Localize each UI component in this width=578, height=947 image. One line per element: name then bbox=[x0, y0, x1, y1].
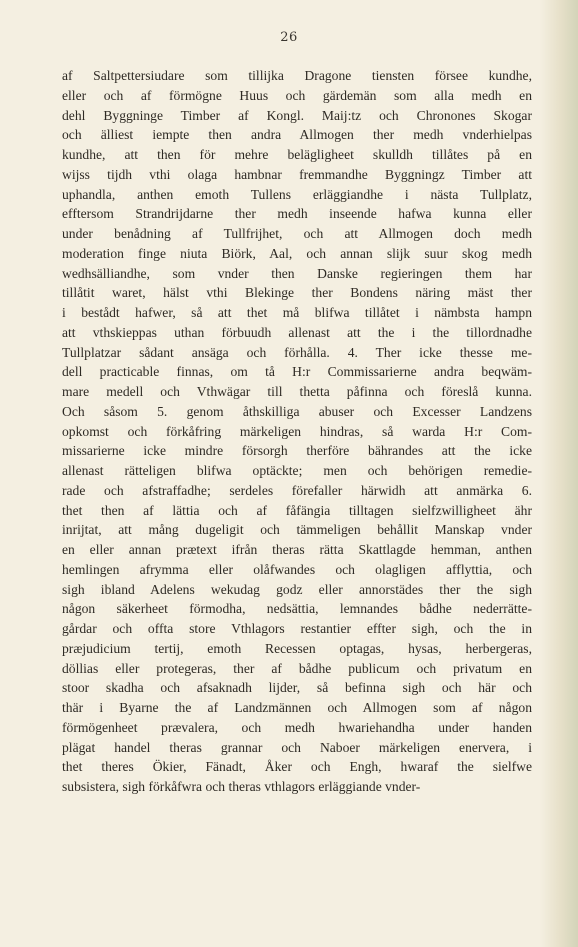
text-line: uphandla, anthen emoth Tullens erläggiandhe i nästa Tullplatz, bbox=[62, 186, 532, 202]
text-line: moderation finge niuta Biörk, Aal, och annan slijk suur skog medh bbox=[62, 245, 532, 261]
text-line: rade och afstraffadhe; serdeles förefaller härwidh att anmärka 6. bbox=[62, 482, 532, 498]
text-line: wijss tijdh vthi olaga hambnar fremmandhe Byggningz Timber att bbox=[62, 166, 532, 182]
text-line: thet theres Ökier, Fänadt, Åker och Engh, hwaraf the sielfwe bbox=[62, 759, 532, 775]
text-line: opkomst och förkåfring märkeligen hindras, så warda H:r Com- bbox=[62, 423, 532, 439]
text-line: subsistera, sigh förkåfwra och theras vthlagors erläggiande vnder- bbox=[62, 779, 421, 794]
text-line: i bestådt hafwer, så att thet må blifwa tillåtet i nämbsta hampn bbox=[62, 305, 532, 320]
text-line: att vthskieppas uthan förbuudh allenast att the i the tillordnadhe bbox=[62, 324, 532, 340]
text-line: missarierne icke mindre försorgh therföre bährandes att the icke bbox=[62, 443, 532, 459]
text-line: wedhsälliandhe, som vnder then Danske regieringen them har bbox=[62, 265, 532, 281]
text-line: inrijtat, att mång dugeligit och tämmeligen behållit Manskap vnder bbox=[62, 522, 532, 538]
text-line: en eller annan prætext ifrån theras rätta Skattlagde hemman, anthen bbox=[62, 542, 532, 557]
text-line: eller och af förmögne Huus och gärdemän som alla medh en bbox=[62, 87, 532, 103]
text-line: någon säkerheet förmodha, nedsättia, lemnandes bådhe nederrätte- bbox=[62, 601, 532, 617]
text-line: allenast rätteligen blifwa optäckte; men och behörigen remedie- bbox=[62, 463, 532, 478]
text-line: præjudicium tertij, emoth Recessen optagas, hysas, herbergeras, bbox=[62, 640, 532, 656]
body-text bbox=[62, 66, 532, 797]
text-line: thet then af lättia och af fåfängia tilltagen sielfzwilligheet ähr bbox=[62, 502, 532, 518]
text-line: plägat handel theras grannar och Naboer märkeligen enervera, i bbox=[62, 739, 532, 755]
text-line: döllias eller protegeras, ther af bådhe publicum och privatum en bbox=[62, 660, 532, 676]
text-line: förmögenheet prævalera, och medh hwariehandha under handen bbox=[62, 719, 532, 735]
text-line: thär i Byarne the af Landzmännen och Allmogen som af någon bbox=[62, 700, 532, 715]
text-line: Och såsom 5. genom åthskilliga abuser och Excesser Landzens bbox=[62, 403, 532, 419]
text-line: och älliest iempte then andra Allmogen ther medh vnderhielpas bbox=[62, 127, 532, 143]
text-line: stoor skadha och afsaknadh lijder, så befinna sigh och här och bbox=[62, 680, 532, 696]
text-line: hemlingen afrymma eller olåfwandes och olagligen afflyttia, och bbox=[62, 561, 532, 577]
text-line: dehl Byggninge Timber af Kongl. Maij:tz och Chronones Skogar bbox=[62, 107, 532, 123]
text-line: dell practicable finnas, om tå H:r Commissarierne andra beqwäm- bbox=[62, 364, 532, 380]
text-line: sigh ibland Adelens wekudag godz eller annorstädes ther the sigh bbox=[62, 581, 532, 597]
text-line: Tullplatzar sådant ansäga och förhålla. 4. Ther icke thesse me- bbox=[62, 344, 532, 360]
text-line: mare medell och Vthwägar till thetta påfinna och föreslå kunna. bbox=[62, 384, 532, 399]
text-line: gårdar och offta store Vthlagors restantier effter sigh, och the in bbox=[62, 621, 532, 636]
text-line: kundhe, att then för mehre belägligheet skulldh tillåtes på en bbox=[62, 147, 532, 162]
text-line: af Saltpettersiudare som tillijka Dragone tiensten försee kundhe, bbox=[62, 68, 532, 83]
text-line: tillåtit waret, hälst vthi Blekinge ther Bondens näring mäst ther bbox=[62, 285, 532, 301]
text-line: efftersom Strandrijdarne ther medh inseende hafwa kunna eller bbox=[62, 206, 532, 222]
text-line: under benådning af Tullfrijhet, och att Allmogen doch medh bbox=[62, 226, 532, 241]
page-number: 26 bbox=[280, 30, 298, 45]
